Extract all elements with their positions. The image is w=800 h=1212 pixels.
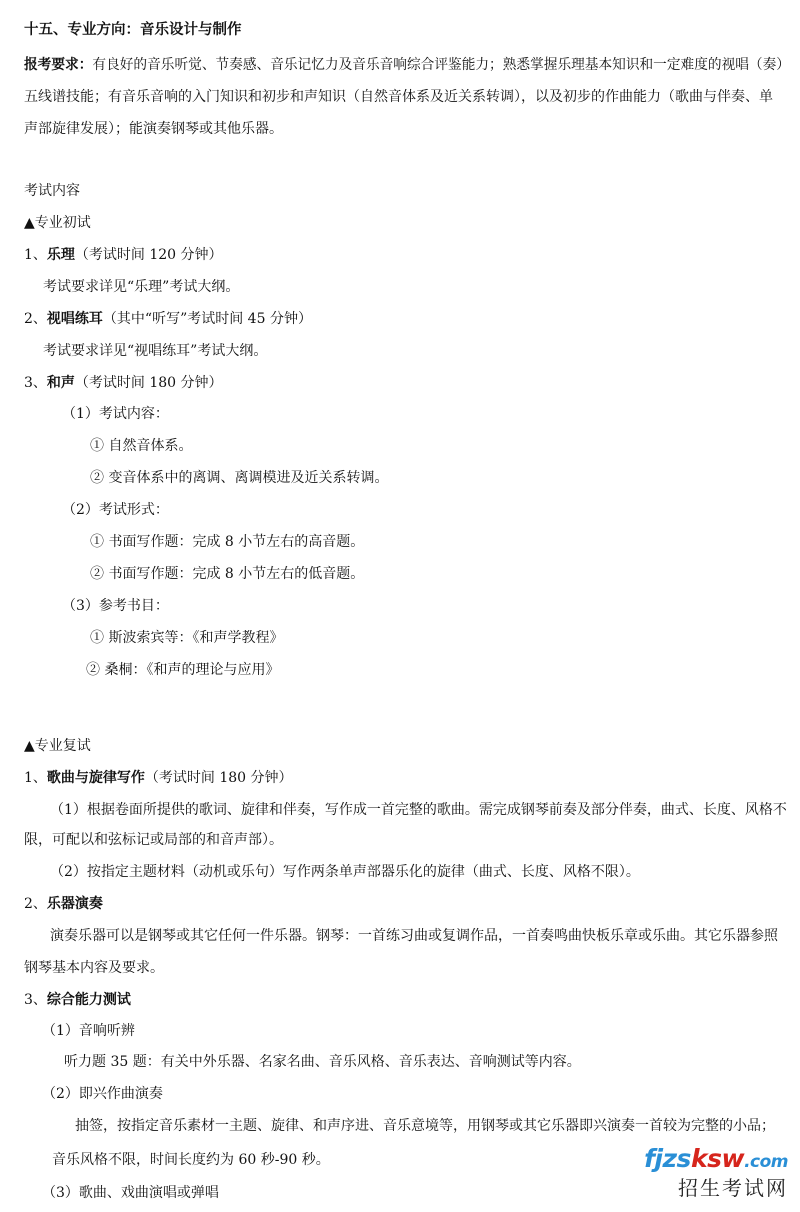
harmony-book-1: ① 斯波索宾等：《和声学教程》 bbox=[90, 630, 284, 646]
requirements-label: 报考要求： bbox=[24, 57, 93, 73]
section-heading: 十五、专业方向：音乐设计与制作 bbox=[24, 22, 242, 38]
retest-item-3: 3、综合能力测试 bbox=[24, 992, 131, 1008]
prelim-item-2-desc: 考试要求详见“视唱练耳”考试大纲。 bbox=[43, 343, 268, 359]
requirements-line-1: 报考要求：有良好的音乐听觉、节奏感、音乐记忆力及音乐音响综合评鉴能力；熟悉掌握乐理基本知识和一定难度的视唱（奏） bbox=[24, 57, 790, 73]
prelim-item-1: 1、乐理（考试时间 120 分钟） bbox=[24, 247, 223, 263]
retest-item-1-para-2: （2）按指定主题材料（动机或乐句）写作两条单声部器乐化的旋律（曲式、长度、风格不限）。 bbox=[50, 864, 640, 880]
prelim-item-3: 3、和声（考试时间 180 分钟） bbox=[24, 375, 223, 391]
watermark-slogan: 招生考试网 bbox=[678, 1176, 788, 1200]
harmony-books-title: （3）参考书目： bbox=[62, 598, 169, 614]
site-watermark bbox=[644, 1145, 788, 1200]
harmony-format-2: ② 书面写作题：完成 8 小节左右的低音题。 bbox=[90, 566, 365, 582]
watermark-logo: fjzsksw.com bbox=[644, 1144, 788, 1173]
retest-item-1: 1、歌曲与旋律写作（考试时间 180 分钟） bbox=[24, 770, 293, 786]
retest-item-2-para-1: 演奏乐器可以是钢琴或其它任何一件乐器。钢琴：一首练习曲或复调作品，一首奏鸣曲快板乐章或乐曲。其它乐器参照 bbox=[50, 928, 778, 944]
prelim-heading: ▲专业初试 bbox=[24, 215, 91, 231]
retest-item-1-para-1a: （1）根据卷面所提供的歌词、旋律和伴奏，写作成一首完整的歌曲。需完成钢琴前奏及部分伴奏，曲式、长度、风格不 bbox=[50, 802, 787, 818]
requirements-line-3: 声部旋律发展）；能演奏钢琴或其他乐器。 bbox=[24, 121, 283, 137]
improv-desc-2: 音乐风格不限，时间长度约为 60 秒-90 秒。 bbox=[52, 1152, 330, 1168]
retest-item-1-para-1b: 限，可配以和弦标记或局部的和音声部）。 bbox=[24, 832, 283, 848]
listening-desc: 听力题 35 题：有关中外乐器、名家名曲、音乐风格、音乐表达、音响测试等内容。 bbox=[64, 1054, 581, 1070]
harmony-content-title: （1）考试内容： bbox=[62, 406, 169, 422]
improv-desc-1: 抽签，按指定音乐素材一主题、旋律、和声序进、音乐意境等，用钢琴或其它乐器即兴演奏一首较为完整的小品； bbox=[75, 1118, 775, 1134]
requirements-line-2: 五线谱技能；有音乐音响的入门知识和初步和声知识（自然音体系及近关系转调），以及初步的作曲能力（歌曲与伴奏、单 bbox=[24, 89, 773, 105]
prelim-item-2: 2、视唱练耳（其中“听写”考试时间 45 分钟） bbox=[24, 311, 312, 327]
harmony-content-1: ① 自然音体系。 bbox=[90, 438, 193, 454]
harmony-format-title: （2）考试形式： bbox=[62, 502, 169, 518]
listening-title: （1）音响听辨 bbox=[42, 1023, 135, 1039]
harmony-format-1: ① 书面写作题：完成 8 小节左右的高音题。 bbox=[90, 534, 365, 550]
harmony-content-2: ② 变音体系中的离调、离调模进及近关系转调。 bbox=[90, 470, 389, 486]
improv-title: （2）即兴作曲演奏 bbox=[42, 1086, 163, 1102]
harmony-book-2: ② 桑桐：《和声的理论与应用》 bbox=[86, 662, 280, 678]
retest-item-2-para-2: 钢琴基本内容及要求。 bbox=[24, 960, 164, 976]
exam-content-heading: 考试内容 bbox=[24, 183, 80, 199]
singing-title: （3）歌曲、戏曲演唱或弹唱 bbox=[42, 1185, 219, 1201]
retest-item-2: 2、乐器演奏 bbox=[24, 896, 103, 912]
prelim-item-1-desc: 考试要求详见“乐理”考试大纲。 bbox=[43, 279, 240, 295]
retest-heading: ▲专业复试 bbox=[24, 738, 91, 754]
